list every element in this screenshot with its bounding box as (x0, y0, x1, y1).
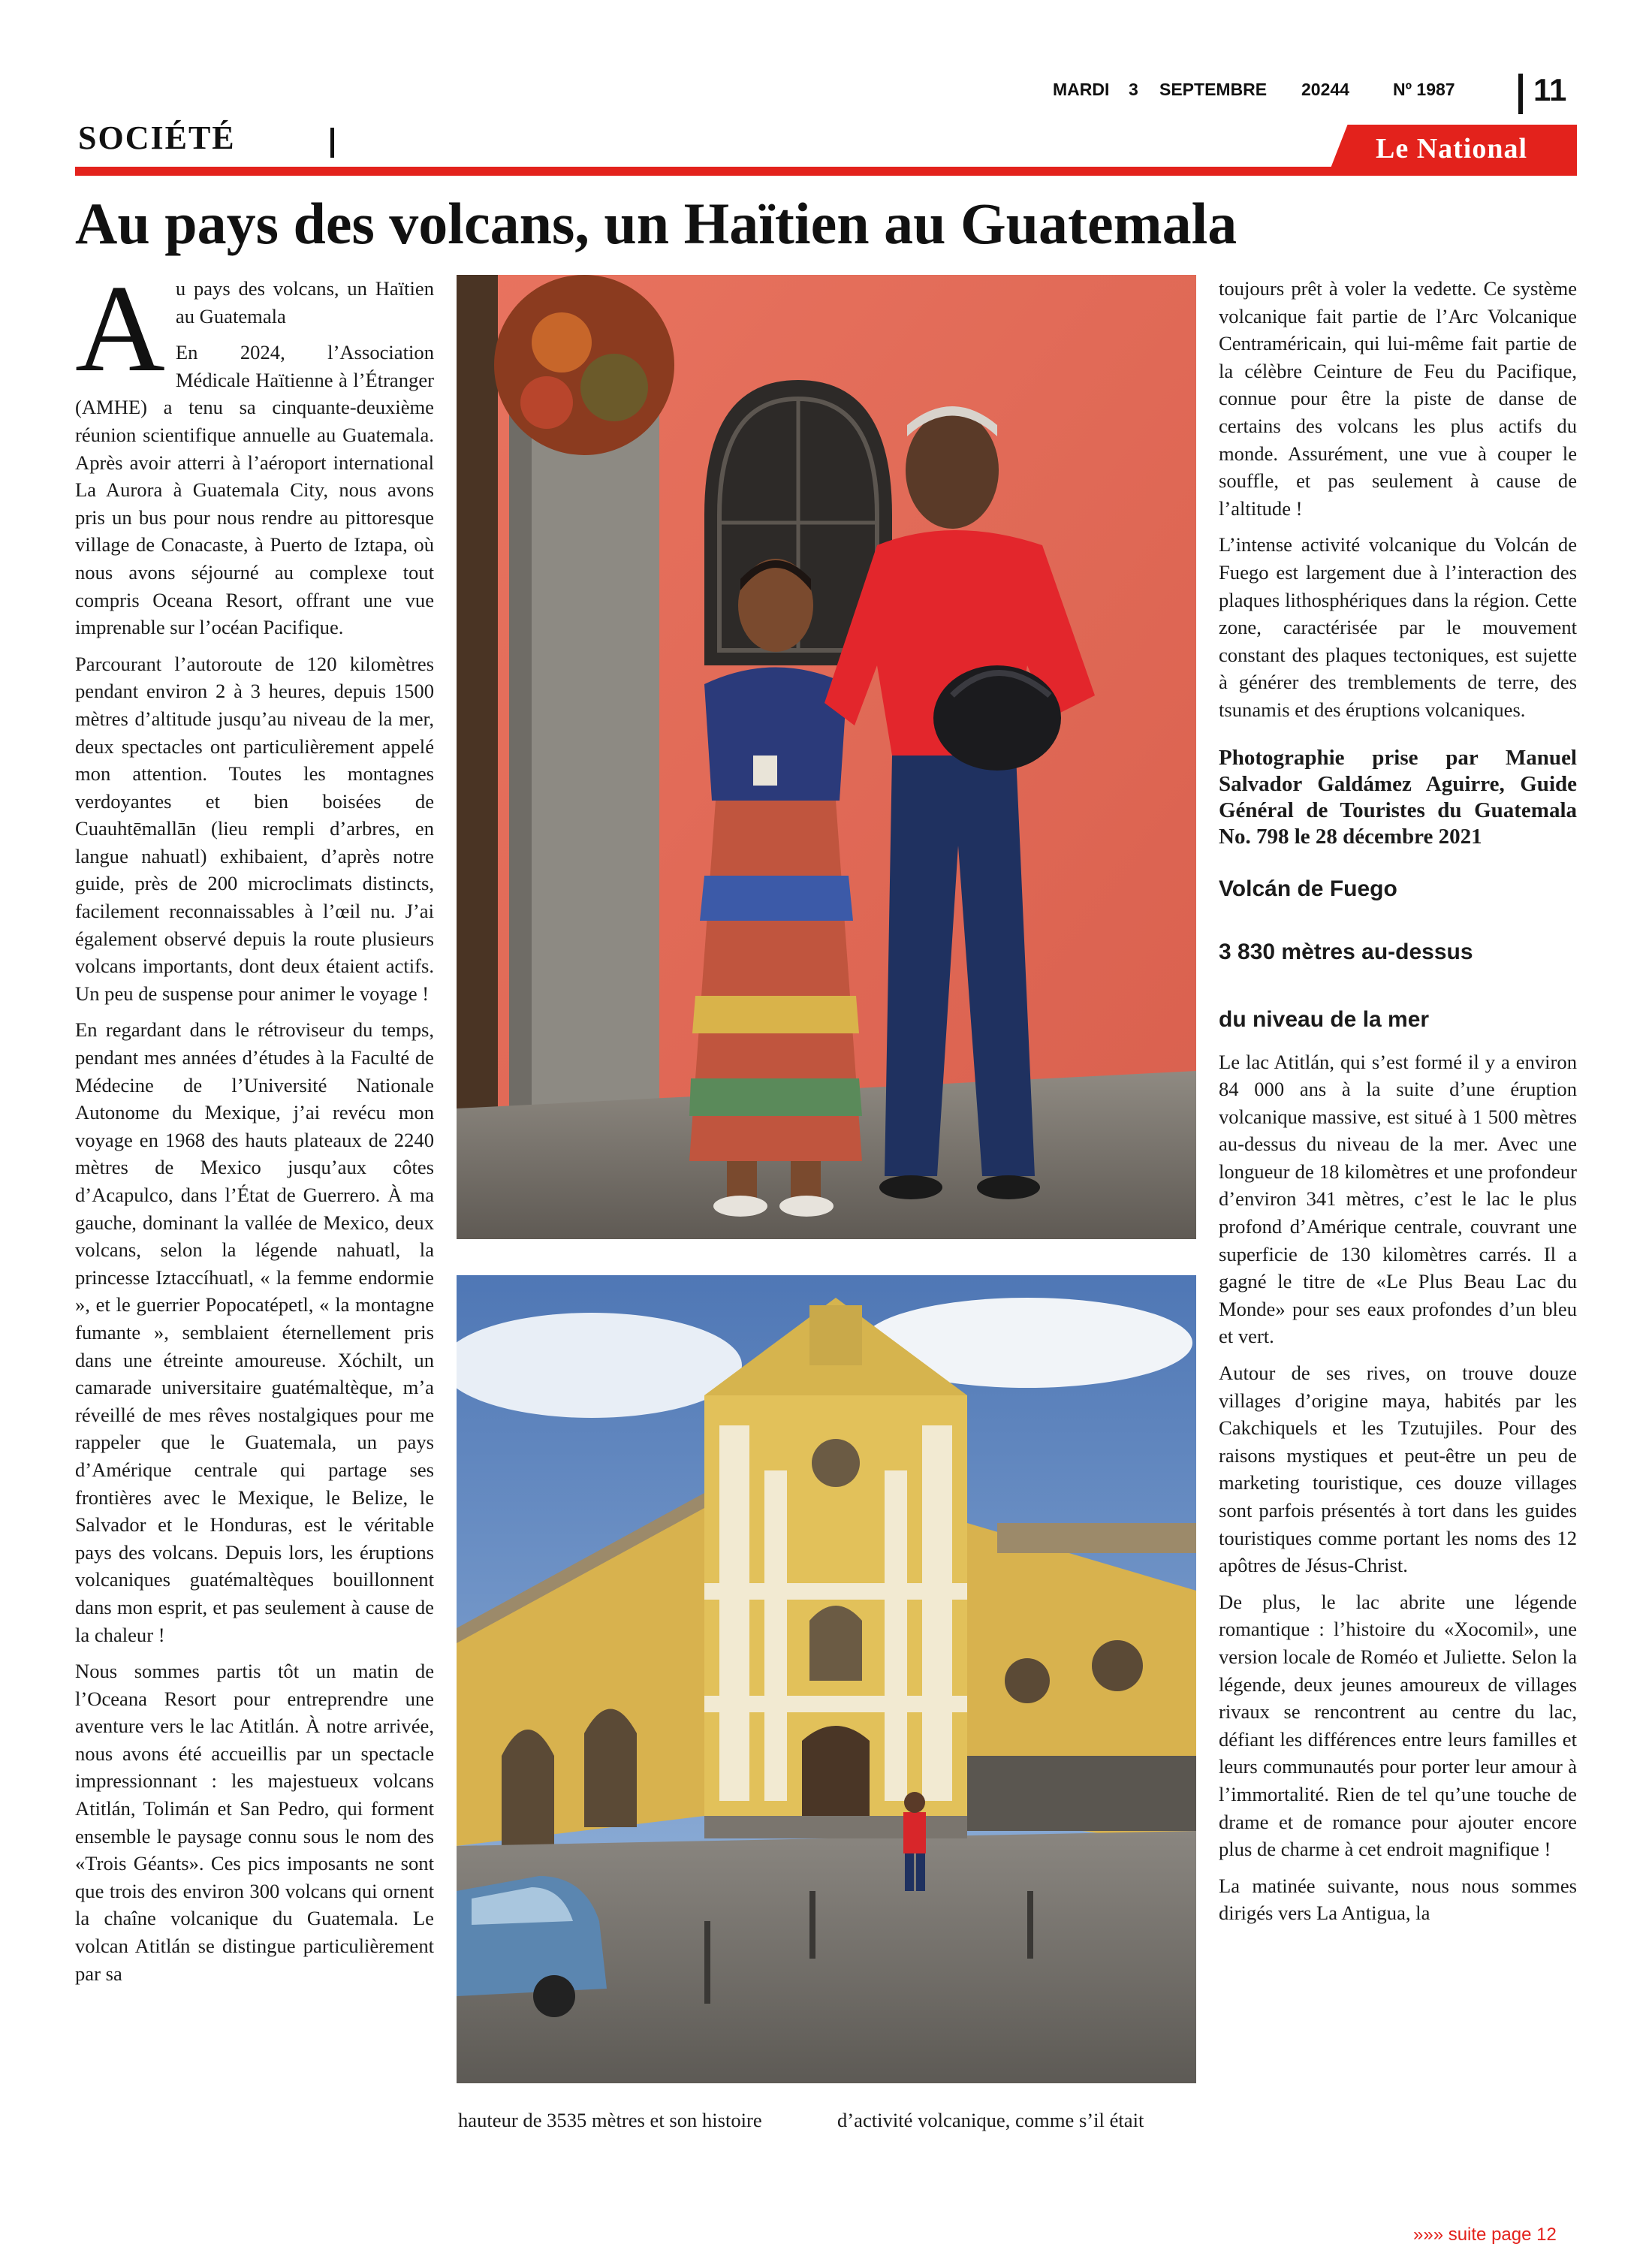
middle-line-b: d’activité volcanique, comme s’il était (837, 2109, 1144, 2131)
section-divider (330, 128, 334, 158)
photo-credit-block (1219, 745, 1577, 850)
paragraph: L’intense activité volcanique du Volcán de Fuego est largement due à l’interaction des plaques lithosphériques dans la région. Cette zone, caractérisée par le mouvement constant des plaques tectoniques, est sujette à générer des tremblements de terre, des tsunamis et des éruptions volcaniques. (1219, 533, 1577, 721)
paragraph: Parcourant l’autoroute de 120 kilomètres pendant environ 2 à 3 heures, depuis 1500 mètres d’altitude jusqu’au niveau de la mer, deux spectacles ont particulièrement appelé mon attention. Toutes les montagnes verdoyantes et bien boisées de Cuauhtēmallān (lieu rempli d’arbres, en langue nahuatl) exhibaient, d’après notre guide, près de 200 microclimats distincts, facilement reconnaissables à l’œil nu. J’ai également observé depuis la route plusieurs volcans importants, dont deux étaient actifs. Un peu de suspense pour animer le voyage ! (75, 652, 434, 1005)
drop-cap: A (75, 275, 165, 397)
photo-church (457, 1275, 1196, 2083)
lead-paragraph (75, 275, 434, 397)
paragraph: En 2024, l’Association Médicale Haïtienne à l’Étranger (AMHE) a tenu sa cinquante-deuxième réunion scientifique annuelle au Guatemala. Après avoir atterri à l’aéroport international La Aurora à Guatemala City, nous avons pris un bus pour nous rendre au pittoresque village de Conacaste, à Puerto de Iztapa, où nous avons séjourné au complexe tout compris Oceana Resort, offrant une vue imprenable sur l’océan Pacifique. (75, 341, 434, 639)
caption-sea-level: du niveau de la mer (1219, 1006, 1430, 1032)
issue-number: Nº 1987 (1393, 80, 1455, 99)
photo-caption-block (1219, 876, 1577, 1033)
page-number: 11 (1533, 72, 1567, 107)
continued-link[interactable]: »»» suite page 12 (1413, 2224, 1557, 2245)
paragraph: La matinée suivante, nous nous sommes dirigés vers La Antigua, la (1219, 1874, 1577, 1925)
issue-month: SEPTEMBRE (1159, 80, 1268, 99)
photo-church-illustration (457, 1275, 1196, 2083)
brand-logo-text: Le National (1376, 133, 1528, 164)
paragraph: En regardant dans le rétroviseur du temps, pendant mes années d’études à la Faculté de Médecine de l’Université Nationale Autonome du Mexique, j’ai revécu mon voyage en 1968 des hauts plateaux de 2240 mètres de Mexico jusqu’aux côtes d’Acapulco, dans l’État de Guerrero. À ma gauche, dominant la vallée de Mexico, deux volcans, selon la légende nahuatl, la princesse Iztaccíhuatl, « la femme endormie », et le guerrier Popocatépetl, « la montagne fumante », semblaient éternellement pris dans une étreinte amoureuse. Xóchilt, un camarade universitaire guatémaltèque, m’a réveillé de mes rêves nostalgiques pour me rappeler que le Guatemala, un pays d’Amérique centrale qui partage ses frontières avec le Mexique, le Belize, le Salvador et le Honduras, est le véritable pays des volcans. Depuis lors, les éruptions volcaniques guatémaltèques bouillonnent dans mon esprit, et pas seulement à cause de la chaleur ! (75, 1018, 434, 1646)
section-label: SOCIÉTÉ (78, 119, 236, 156)
paragraph: De plus, le lac abrite une légende romantique : l’histoire du «Xocomil», une version locale de Roméo et Juliette. Selon la légende, deux jeunes amoureux de villages rivaux se rencontrent au centre du lac, défiant les différences entre leurs familles et leurs communautés pour porter leur amour à l’immortalité. Rien de tel qu’une touche de drame et de romance pour ajouter encore plus de charme à cet endroit magnifique ! (1219, 1590, 1577, 1861)
issue-day: MARDI (1053, 80, 1110, 99)
caption-title: Volcán de Fuego (1219, 876, 1397, 901)
right-column (1219, 275, 1577, 2220)
article-headline: Au pays des volcans, un Haïtien au Guatemala (75, 191, 1237, 256)
photo-couple-illustration (457, 275, 1196, 1239)
left-column (75, 275, 434, 2220)
issue-date-day: 3 (1129, 80, 1138, 99)
photo-credit: Photographie prise par Manuel Salvador Galdámez Aguirre, Guide Général de Touristes du Guatemala No. 798 le 28 décembre 2021 (1219, 745, 1577, 849)
paragraph: toujours prêt à voler la vedette. Ce système volcanique fait partie de l’Arc Volcanique Centraméricain, qui lui-même fait partie de la célèbre Ceinture de Feu du Pacifique, connue pour être la piste de danse de certains des volcans les plus actifs du monde. Assurément, une vue à couper le souffle, et pas seulement à cause de l’altitude ! (1219, 277, 1577, 520)
middle-line-a: hauteur de 3535 mètres et son histoire (458, 2109, 762, 2131)
caption-altitude: 3 830 mètres au-dessus (1219, 939, 1473, 964)
paragraph: Le lac Atitlán, qui s’est formé il y a environ 84 000 ans à la suite d’une éruption volcanique massive, est situé à 1 500 mètres au-dessus du niveau de la mer. Avec une longueur de 18 kilomètres et une profondeur d’environ 341 mètres, c’est le lac le plus profond d’Amérique centrale, couvrant une superficie de 130 kilomètres carrés. Il a gagné le titre de «Le Plus Beau Lac du Monde» pour ses eaux profondes d’un bleu et vert. (1219, 1050, 1577, 1348)
photo-couple (457, 275, 1196, 1239)
lead-text: u pays des volcans, un Haïtien au Guatemala (175, 277, 434, 327)
paragraph: Autour de ses rives, on trouve douze villages d’origine maya, habités par les Cakchiquels et les Tzutujiles. Pour des raisons mystiques et peut-être un peu de marketing touristique, ces douze villages sont parfois présentés à tort dans les guides touristiques comme portant les noms des 12 apôtres de Jésus-Christ. (1219, 1362, 1577, 1577)
issue-year: 20244 (1301, 80, 1349, 99)
paragraph: Nous sommes partis tôt un matin de l’Oceana Resort pour entreprendre une aventure vers le lac Atitlán. À notre arrivée, nous avons été accueillis par un spectacle impressionnant : les majestueux volcans Atitlán, Tolimán et San Pedro, qui forment ensemble le paysage connu sous le nom des «Trois Géants». Ces pics imposants ne sont que trois des environ 300 volcans qui ornent la chaîne volcanique du Guatemala. Le volcan Atitlán se distingue particulièrement par sa (75, 1660, 434, 1985)
page-number-divider (1518, 74, 1523, 114)
